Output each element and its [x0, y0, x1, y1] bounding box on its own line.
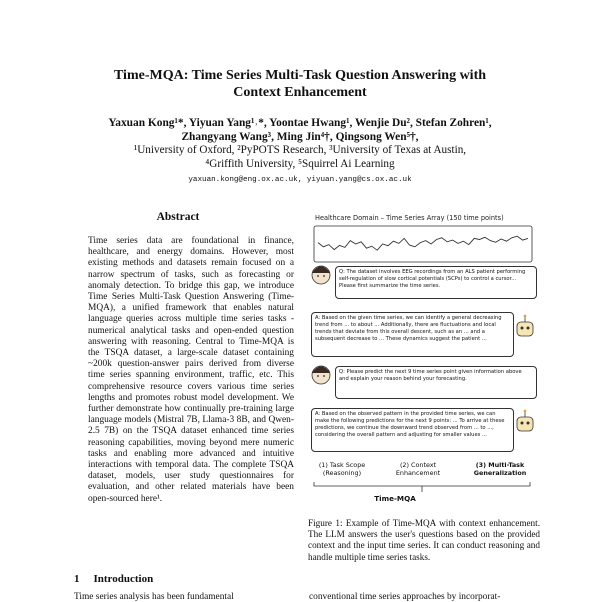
title-line-2: Context Enhancement: [233, 85, 367, 100]
question-bubble-2: Q: Please predict the next 9 time series point given information above and explain your reason behind your forecasting.: [335, 366, 537, 399]
time-series-line: [318, 236, 528, 250]
abstract-text: Time series data are foundational in finance, healthcare, and energy domains. However, most existing methods and datasets remain focused on a narrow spectrum of tasks, such as forecasting or anomaly detection. To bridge this gap, we introduce Time Series Multi-Task Question Answering (Time-MQA), a unified framework that enables natural language queries across multiple time series tasks - numerical analytical tasks and open-ended question answering with reasoning. Central to Time-MQA is the TSQA dataset, a large-scale dataset containing ~200k question-answer pairs derived from diverse time series spanning environment, traffic, etc. This comprehensive resource covers various time series lengths and promotes robust model development. We further demonstrate how continually pre-training large language models (Mistral 7B, Llama-3 8B, and Qwen-2.5 7B) on the TSQA dataset enhanced time series reasoning capabilities, moving beyond mere numeric tasks and enabling more advanced and intuitive interactions with temporal data. The complete TSQA dataset, models, user study questionnaires for evaluation, and other related materials have been open-sourced here¹.: [88, 236, 294, 504]
authors-line-2: Zhangyang Wang³, Ming Jin⁴†, Qingsong Wen⁵†,: [181, 131, 419, 143]
intro-text-right: conventional time series approaches by incorporat-: [309, 592, 501, 602]
figure-bracket: [304, 480, 540, 494]
figure-header: Healthcare Domain – Time Series Array (150 time points): [315, 214, 504, 222]
robot-avatar-icon: [517, 315, 533, 336]
abstract-body: [88, 236, 294, 505]
answer-bubble-2: A: Based on the observed pattern in the provided time series, we can make the following predictions for the next 9 points: ... To arrive at these predictions, we continue the downward trend observed from ... to ..., considering the overall pattern and adjusting for smaller values ...: [311, 408, 514, 452]
user-avatar-icon-2: [312, 366, 330, 384]
title-line-1: Time-MQA: Time Series Multi-Task Question Answering with: [113, 68, 487, 83]
affil-line-2: ⁴Griffith University, ⁵Squirrel Ai Learning: [205, 157, 395, 170]
emails: yaxuan.kong@eng.ox.ac.uk, yiyuan.yang@cs.ox.ac.uk: [188, 176, 412, 184]
section-heading: [74, 573, 167, 585]
label-multitask: (3) Multi-Task Generalization: [473, 461, 527, 477]
abstract-heading: Abstract: [156, 211, 200, 223]
robot-avatar-icon-2: [517, 410, 533, 431]
user-avatar-icon: [312, 266, 330, 284]
section-title: Introduction: [93, 573, 154, 585]
affiliations: [40, 144, 560, 171]
label-context: (2) Context Enhancement: [395, 461, 441, 477]
label-task-scope: (1) Task Scope (Reasoning): [318, 461, 366, 477]
authors: [40, 116, 560, 144]
question-bubble-1: Q: The dataset involves EEG recordings from an ALS patient performing self-regulation of slow cortical potentials (SCPs) to control a cursor... Please first summarize the time series.: [335, 266, 537, 299]
figure-caption: Figure 1: Example of Time-MQA with context enhancement. The LLM answers the user's questions based on the provided context and the input time series. It can conduct reasoning and handle multiple time series tasks.: [308, 518, 540, 562]
figure-name: Time-MQA: [374, 494, 416, 503]
intro-text-left: Time series analysis has been fundamental: [74, 592, 234, 602]
authors-line-1: Yaxuan Kong¹*, Yiyuan Yang¹˒*, Yoontae Hwang¹, Wenjie Du², Stefan Zohren¹,: [108, 117, 492, 129]
paper-title: [60, 67, 540, 101]
affil-line-1: ¹University of Oxford, ²PyPOTS Research, ³University of Texas at Austin,: [133, 144, 467, 156]
series-box: [314, 226, 532, 262]
answer-bubble-1: A: Based on the given time series, we can identify a general decreasing trend from ... to about ... Additionally, there are fluctuations and local trends that deviate from this overall descent, such as an ... and a subsequent decrease to ... These dynamics suggest the patient ...: [311, 312, 514, 357]
section-number: 1: [74, 573, 80, 585]
